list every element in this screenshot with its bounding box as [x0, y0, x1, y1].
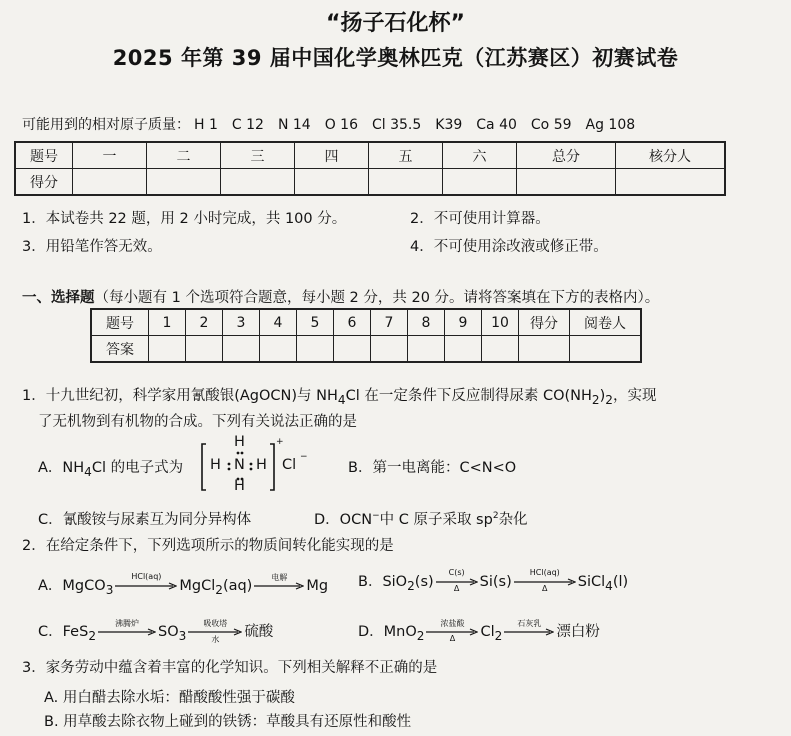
subscript: 3 [105, 582, 114, 597]
option-label: C． [38, 624, 63, 640]
lewis-charge-minus: − [300, 452, 308, 462]
answer-header-cell: 阅卷人 [570, 309, 642, 336]
answer-cell[interactable] [408, 336, 445, 363]
chem-species: SO [158, 624, 179, 640]
q1-stem [22, 384, 656, 407]
mass-item: Cl 35.5 [371, 117, 422, 133]
option-label: A． [38, 578, 63, 594]
mass-item: K39 [435, 117, 463, 133]
answer-cell[interactable] [260, 336, 297, 363]
section1-heading: 一、选择题 [22, 290, 95, 306]
lewis-h-bottom: H [234, 478, 245, 494]
answer-cell[interactable] [297, 336, 334, 363]
score-input-row [15, 169, 725, 196]
atomic-masses [22, 114, 649, 134]
answer-header-cell: 题号 [91, 309, 149, 336]
q1-option-a-text: A．NH [38, 460, 85, 476]
answer-header-cell: 9 [445, 309, 482, 336]
arrow-condition: 电解 [271, 573, 288, 582]
score-header-cell: 总分 [517, 142, 616, 169]
arrow-condition: HCl(aq) [529, 568, 560, 577]
answer-cell[interactable] [445, 336, 482, 363]
chem-species: SiO [382, 574, 408, 590]
score-cell[interactable] [616, 169, 726, 196]
arrow-condition: Δ [542, 584, 548, 593]
chem-species: Cl [480, 624, 495, 640]
q1-option-d[interactable] [314, 508, 528, 529]
answer-cell[interactable] [519, 336, 570, 363]
chem-species: Mg [306, 578, 329, 594]
answer-header-cell: 1 [149, 309, 186, 336]
answer-cell[interactable] [371, 336, 408, 363]
reaction-arrow [504, 619, 554, 636]
answer-header-row [91, 309, 641, 336]
q3-option-a[interactable]: A. 用白醋去除水垢：醋酸酸性强于碳酸 [44, 690, 295, 706]
score-header-cell: 六 [443, 142, 517, 169]
answer-header-cell: 5 [297, 309, 334, 336]
lewis-charge-plus: + [276, 437, 284, 447]
chem-species: 硫酸 [244, 624, 274, 640]
q3-stem: 3．家务劳动中蕴含着丰富的化学知识。下列相关解释不正确的是 [22, 660, 438, 676]
q2-stem: 2．在给定条件下，下列选项所示的物质间转化能实现的是 [22, 538, 394, 554]
chem-species: MgCl [179, 578, 216, 594]
mass-item: Ca 40 [476, 117, 517, 133]
answer-header-cell: 3 [223, 309, 260, 336]
q1-stem-part: Cl 在一定条件下反应制得尿素 CO(NH [345, 388, 592, 404]
chem-species: (s) [414, 574, 434, 590]
score-cell[interactable] [73, 169, 147, 196]
lewis-cl: Cl [282, 457, 297, 473]
q2-option-d[interactable] [358, 620, 600, 643]
answer-cell[interactable] [149, 336, 186, 363]
q1-stem-part: 1．十九世纪初，科学家用氰酸银(AgOCN)与 NH [22, 388, 338, 404]
subscript: 2 [416, 628, 425, 643]
subscript: 4 [84, 464, 92, 479]
superscript: 2 [492, 511, 499, 522]
arrow-condition: Δ [453, 584, 460, 593]
mass-item: C 12 [231, 117, 264, 133]
subscript: 4 [337, 392, 346, 407]
answer-cell[interactable] [223, 336, 260, 363]
section1-header [22, 286, 659, 307]
option-label: D． [358, 624, 384, 640]
score-cell[interactable] [147, 169, 221, 196]
score-table [14, 141, 726, 196]
score-header-cell: 三 [221, 142, 295, 169]
chem-species: FeS [62, 624, 89, 640]
answer-header-cell: 6 [334, 309, 371, 336]
q1-option-d-text: 中 C 原子采取 sp [379, 512, 493, 528]
score-header-cell: 二 [147, 142, 221, 169]
superscript: − [372, 511, 380, 522]
score-cell[interactable] [221, 169, 295, 196]
arrow-condition: 吸收塔 [203, 619, 228, 628]
reaction-arrow [115, 572, 177, 590]
q1-option-c[interactable]: C．氰酸铵与尿素互为同分异构体 [38, 512, 252, 528]
score-header-cell: 五 [369, 142, 443, 169]
lewis-n: N [234, 457, 245, 473]
reaction-arrow [514, 568, 576, 593]
chem-species: (aq) [222, 578, 253, 594]
q1-stem-part: ，实现 [612, 388, 657, 404]
reaction-arrow [436, 568, 478, 593]
q2-option-b[interactable] [358, 570, 628, 593]
subscript: 2 [407, 578, 415, 593]
subscript: 2 [591, 392, 600, 407]
q1-option-b[interactable]: B．第一电离能：C<N<O [348, 460, 517, 476]
arrow-condition: C(s) [448, 568, 465, 577]
answer-cell[interactable] [570, 336, 642, 363]
answer-table [90, 308, 642, 363]
arrow-condition: 石灰乳 [517, 619, 542, 628]
chem-species: Si(s) [479, 574, 512, 590]
answer-cell[interactable] [186, 336, 223, 363]
score-cell[interactable] [443, 169, 517, 196]
subscript: 2 [88, 628, 96, 643]
lewis-h-right: H [256, 457, 267, 473]
q3-option-b[interactable]: B. 用草酸去除衣物上碰到的铁锈：草酸具有还原性和酸性 [44, 714, 412, 730]
answer-row-label: 答案 [91, 336, 149, 363]
subscript: 2 [215, 582, 223, 597]
mass-item: O 16 [324, 117, 358, 133]
chem-species: 漂白粉 [556, 624, 600, 640]
note-4: 4．不可使用涂改液或修正带。 [410, 239, 608, 255]
chem-species: MnO [383, 624, 417, 640]
q1-stem-part: ) [599, 388, 606, 404]
answer-cell[interactable] [334, 336, 371, 363]
answer-header-cell: 2 [186, 309, 223, 336]
answer-input-row [91, 336, 641, 363]
arrow-condition: 浓盐酸 [440, 619, 465, 628]
score-row-label: 得分 [15, 169, 73, 196]
score-header-cell: 四 [295, 142, 369, 169]
exam-title: “扬子石化杯” [326, 11, 465, 36]
reaction-arrow [254, 573, 304, 590]
answer-header-cell: 10 [482, 309, 519, 336]
arrow-condition: Δ [449, 634, 456, 643]
chem-species: (l) [612, 574, 629, 590]
reaction-arrow [188, 619, 242, 644]
arrow-condition: 水 [211, 635, 220, 644]
answer-cell[interactable] [482, 336, 519, 363]
score-cell[interactable] [295, 169, 369, 196]
subscript: 3 [178, 628, 187, 643]
subscript: 2 [494, 628, 503, 643]
score-header-cell: 核分人 [616, 142, 726, 169]
chem-species: SiCl [577, 574, 606, 590]
subscript: 4 [605, 578, 613, 593]
q1-option-d-text: D．OCN [314, 512, 373, 528]
reaction-arrow [426, 619, 478, 643]
q2-option-a[interactable] [38, 574, 328, 597]
arrow-condition: 沸腾炉 [115, 619, 139, 628]
note-2: 2．不可使用计算器。 [410, 211, 550, 227]
q1-option-d-text: 杂化 [498, 512, 528, 528]
mass-item: Co 59 [530, 117, 572, 133]
answer-header-cell: 得分 [519, 309, 570, 336]
mass-item: Ag 108 [585, 117, 636, 133]
lewis-structure-nh4cl [200, 436, 330, 496]
section1-instructions: （每小题有 1 个选项符合题意，每小题 2 分，共 20 分。请将答案填在下方的表格内）。 [94, 290, 660, 306]
note-1: 1．本试卷共 22 题，用 2 小时完成，共 100 分。 [22, 211, 347, 227]
subscript: 2 [605, 392, 613, 407]
exam-subtitle: 2025 年第 39 届中国化学奥林匹克（江苏赛区）初赛试卷 [112, 46, 679, 70]
q1-option-a-text: Cl 的电子式为 [91, 460, 184, 476]
chem-species: MgCO [62, 578, 106, 594]
option-label: B． [358, 574, 383, 590]
score-header-cell: 题号 [15, 142, 73, 169]
arrow-condition: HCl(aq) [131, 572, 162, 581]
q1-option-a[interactable] [38, 456, 183, 479]
score-cell[interactable] [517, 169, 616, 196]
lewis-h-left: H [210, 457, 221, 473]
q2-option-c[interactable] [38, 620, 273, 643]
score-header-row [15, 142, 725, 169]
score-cell[interactable] [369, 169, 443, 196]
answer-header-cell: 7 [371, 309, 408, 336]
answer-header-cell: 8 [408, 309, 445, 336]
reaction-arrow [98, 619, 156, 636]
lewis-h-top: H [234, 434, 245, 450]
note-3: 3．用铅笔作答无效。 [22, 239, 162, 255]
score-header-cell: 一 [73, 142, 147, 169]
mass-item: H 1 [194, 117, 218, 133]
answer-header-cell: 4 [260, 309, 297, 336]
masses-label: 可能用到的相对原子质量： [22, 117, 190, 133]
q1-stem-line2: 了无机物到有机物的合成。下列有关说法正确的是 [38, 414, 357, 430]
mass-item: N 14 [277, 117, 311, 133]
